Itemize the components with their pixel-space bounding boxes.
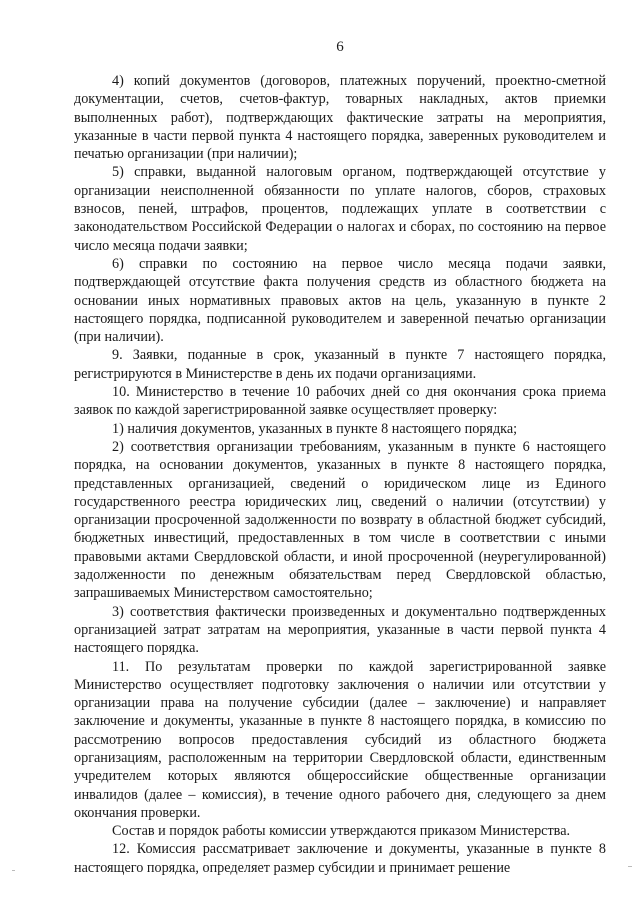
scan-artifact [12,870,15,871]
paragraph-clause-10-item-3: 3) соответствия фактически произведенных и документально подтвержденных организацией затрат затратам на мероприятия, указанные в части первой пункта 4 настоящего порядка. [74,603,606,657]
paragraph-clause-10-item-1: 1) наличия документов, указанных в пункте 8 настоящего порядка; [112,420,518,437]
paragraph-clause-9: 9. Заявки, поданные в срок, указанный в пункте 7 настоящего порядка, регистрируются в Министерстве в день их подачи организациями. [74,347,606,382]
paragraph-clause-12: 12. Комиссия рассматривает заключение и документы, указанные в пункте 8 настоящего порядка, определяет размер субсидии и принимает решение [74,841,606,876]
paragraph-commission-composition: Состав и порядок работы комиссии утверждаются приказом Министерства. [112,823,571,840]
scan-artifact [628,866,632,867]
paragraph-clause-10-item-2: 2) соответствия организации требованиям, указанным в пункте 6 настоящего порядка, на основании документов, указанных в пункте 8 настоящего порядка, представленных организацией, сведений о юридическом лице из Единого государственного реестра юридических лиц, сведений о наличии (отсутствии) у организации просроченной задолженности по возврату в областной бюджет субсидий, бюджетных инвестиций, предоставленных в том числе в соответствии с иными правовыми актами Свердловской области, и иной просроченной (неурегулированной) задолженности по денежным обязательствам перед Свердловской областью, запрашиваемых Министерством самостоятельно; [74,438,606,602]
paragraph-clause-10: 10. Министерство в течение 10 рабочих дней со дня окончания срока приема заявок по каждой зарегистрированной заявке осуществляет проверку: [74,384,606,419]
paragraph-item-5-tax-certificate: 5) справки, выданной налоговым органом, подтверждающей отсутствие у организации неисполненной обязанности по уплате налогов, сборов, страховых взносов, пеней, штрафов, процентов, подлежащих уплате в соответствии с законодательством Российской Федерации о налогах и сборах, по состоянию на первое число месяца подачи заявки; [74,164,606,254]
paragraph-item-6-budget-certificate: 6) справки по состоянию на первое число месяца подачи заявки, подтверждающей отсутствие факта получения средств из областного бюджета на основании иных нормативных правовых актов на цель, указанную в пункте 2 настоящего порядка, подписанной руководителем и заверенной печатью организации (при наличии). [74,255,606,346]
paragraph-item-4-copies: 4) копий документов (договоров, платежных поручений, проектно-сметной документации, счетов, счетов-фактур, товарных накладных, актов приемки выполненных работ), подтверждающих фактические затраты на мероприятия, указанные в части первой пункта 4 настоящего порядка, заверенных руководителем и печатью организации (при наличии); [74,73,606,163]
document-body [74,72,606,877]
paragraph-clause-11: 11. По результатам проверки по каждой зарегистрированной заявке Министерство осуществляет подготовку заключения о наличии или отсутствии у организации права на получение субсидии (далее – заключение) и направляет заключение и документы, указанные в пункте 8 настоящего порядка, в комиссию по рассмотрению вопросов предоставления субсидий из областного бюджета организациям, расположенным на территории Свердловской области, единственным учредителем которых являются общероссийские общественные организации инвалидов (далее – комиссия), в течение одного рабочего дня, следующего за днем окончания проверки. [74,658,606,821]
page-number: 6 [336,39,344,55]
